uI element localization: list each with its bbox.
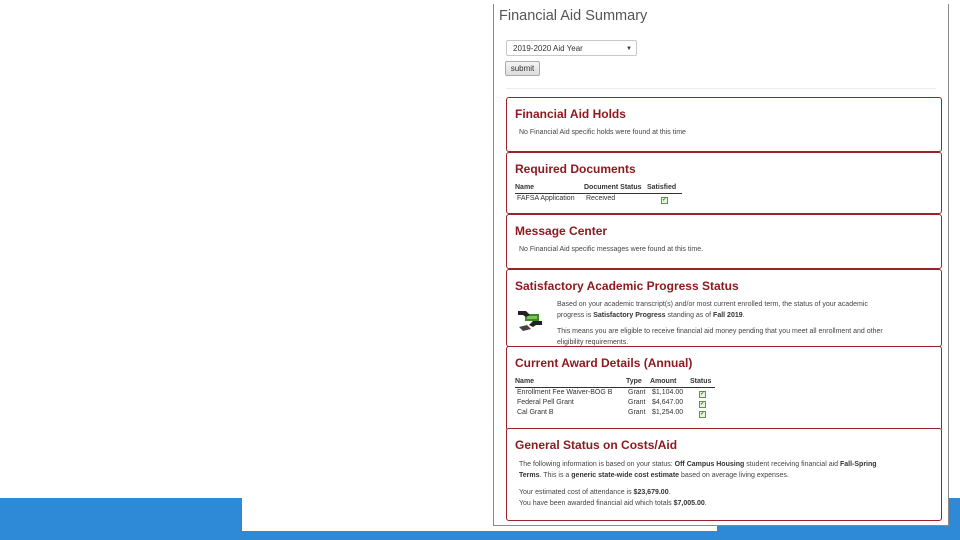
costs-text: The following information is based on your status: [519, 461, 675, 468]
costs-text: Your estimated cost of attendance is [519, 489, 634, 496]
table-row [515, 388, 715, 398]
messages-section [506, 214, 942, 269]
col-document-status: Document Status [584, 184, 642, 191]
costs-text: . This is a [539, 471, 572, 479]
costs-line [519, 499, 934, 510]
sap-line [557, 311, 937, 322]
financial-aid-frame [493, 4, 949, 526]
page-title: Financial Aid Summary [499, 8, 648, 24]
documents-title: Required Documents [515, 162, 636, 176]
check-box: ✓ [700, 391, 706, 397]
aid-year-value: 2019-2020 Aid Year [513, 44, 583, 53]
cost-of-attendance: $23,679.00 [633, 489, 669, 496]
documents-table [515, 183, 682, 204]
costs-line [519, 460, 934, 471]
sap-text: progress is [557, 311, 594, 319]
award-amount: $4,647.00 [652, 399, 684, 406]
sap-title: Satisfactory Academic Progress Status [515, 279, 739, 293]
awards-table [515, 377, 715, 418]
sap-term: Fall 2019 [713, 311, 743, 319]
award-amount: $1,254.00 [652, 409, 684, 416]
doc-name: FAFSA Application [517, 195, 575, 202]
costs-totals [519, 488, 934, 509]
award-type: Grant [628, 409, 646, 416]
table-row [515, 194, 682, 204]
costs-text: . [668, 489, 671, 496]
costs-line [519, 488, 934, 499]
awards-title: Current Award Details (Annual) [515, 356, 693, 370]
messages-title: Message Center [515, 224, 608, 238]
award-amount: $1,104.00 [652, 389, 684, 396]
col-type: Type [626, 378, 642, 385]
chevron-down-icon: ▼ [626, 46, 632, 52]
holds-title: Financial Aid Holds [515, 107, 626, 121]
divider [506, 88, 936, 89]
col-satisfied: Satisfied [647, 184, 677, 191]
awards-section [506, 346, 942, 431]
aid-terms: Fall-Spring [840, 461, 877, 468]
award-type: Grant [628, 389, 646, 396]
sap-text: . [742, 311, 745, 319]
check-box: ✓ [700, 401, 706, 407]
screenshot-panel [242, 0, 883, 531]
aid-total: $7,005.00 [673, 499, 705, 507]
hands-money-icon [517, 307, 543, 333]
sap-status: Satisfactory Progress [593, 311, 666, 319]
award-name: Cal Grant B [517, 409, 554, 416]
sap-line: eligibility requirements. [557, 338, 629, 346]
costs-text: You have been awarded financial aid which totals [519, 499, 674, 507]
col-name: Name [515, 378, 535, 385]
sap-line: This means you are eligible to receive financial aid money pending that you meet all enrollment and other [557, 328, 883, 335]
award-type: Grant [628, 399, 646, 406]
award-name: Federal Pell Grant [517, 399, 574, 406]
check-box: ✓ [662, 197, 668, 203]
documents-section [506, 152, 942, 214]
sap-text: standing as of [665, 311, 714, 319]
costs-text: student receiving financial aid [744, 461, 840, 468]
costs-title: General Status on Costs/Aid [515, 438, 678, 452]
costs-text: based on average living expenses. [679, 471, 789, 479]
messages-message: No Financial Aid specific messages were found at this time. [519, 246, 704, 253]
holds-message: No Financial Aid specific holds were found at this time [519, 129, 686, 136]
estimate-type: generic state-wide cost estimate [571, 471, 680, 479]
sap-paragraph-2 [557, 327, 937, 347]
col-amount: Amount [650, 378, 677, 385]
costs-text: . [704, 499, 707, 507]
sap-line: Based on your academic transcript(s) and/or most current enrolled term, the status of your academic [557, 301, 868, 308]
table-row [515, 398, 715, 408]
table-header [515, 377, 715, 388]
aid-year-select[interactable] [506, 40, 637, 56]
holds-section [506, 97, 942, 152]
doc-status: Received [586, 195, 616, 202]
submit-button[interactable]: submit [505, 61, 540, 76]
col-name: Name [515, 184, 535, 191]
costs-line [519, 471, 934, 482]
table-row [515, 408, 715, 418]
col-status: Status [690, 378, 712, 385]
housing-status: Off Campus Housing [674, 461, 745, 468]
award-name: Enrollment Fee Waiver-BOG B [517, 389, 613, 396]
costs-section [506, 428, 942, 521]
check-box: ✓ [700, 411, 706, 417]
sap-paragraph-1 [557, 300, 937, 321]
sap-section [506, 269, 942, 347]
table-header [515, 183, 682, 194]
aid-terms: Terms [519, 471, 540, 479]
costs-paragraph [519, 460, 934, 481]
